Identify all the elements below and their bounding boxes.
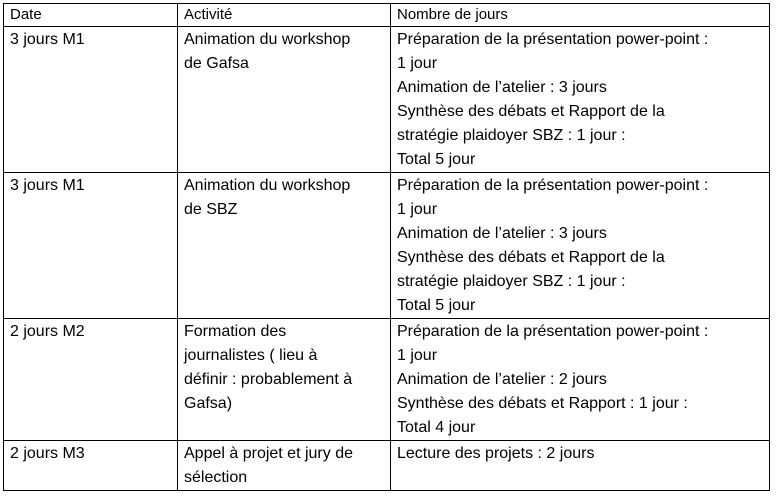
jours-line: Synthèse des débats et Rapport de la [397,103,665,120]
activite-line: définir : probablement à [184,371,353,388]
jours-line: stratégie plaidoyer SBZ : 1 jour : [397,273,626,290]
jours-line: 1 jour [397,55,438,72]
jours-cell [391,173,770,319]
jours-line: Animation de l’atelier : 3 jours [397,79,607,96]
jours-line: Préparation de la présentation power-point : [397,177,709,194]
activite-line: de SBZ [184,201,238,218]
activite-cell [178,441,391,491]
jours-line: Animation de l’atelier : 2 jours [397,371,607,388]
table-header-row [4,4,770,27]
header-activite: Activité [178,4,391,27]
date-cell: 3 jours M1 [4,27,178,173]
table-row [4,173,770,319]
activite-line: Animation du workshop [184,177,351,194]
jours-line: Synthèse des débats et Rapport : 1 jour : [397,395,688,412]
jours-line: Animation de l’atelier : 3 jours [397,225,607,242]
table-row [4,27,770,173]
jours-line: stratégie plaidoyer SBZ : 1 jour : [397,127,626,144]
jours-line: Préparation de la présentation power-point : [397,323,709,340]
activite-line: Appel à projet et jury de [184,445,353,462]
jours-cell [391,27,770,173]
activite-line: de Gafsa [184,55,249,72]
activite-line: Gafsa) [184,395,233,412]
jours-line: Total 5 jour [397,297,476,314]
table-row [4,441,770,491]
activite-line: journalistes ( lieu à [184,347,318,364]
jours-cell [391,319,770,441]
header-nombre-de-jours: Nombre de jours [391,4,770,27]
table-row [4,319,770,441]
date-cell: 2 jours M2 [4,319,178,441]
jours-line: Total 5 jour [397,151,476,168]
activite-cell [178,27,391,173]
activite-line: sélection [184,469,248,486]
date-cell: 2 jours M3 [4,441,178,491]
jours-line: Synthèse des débats et Rapport de la [397,249,665,266]
activity-table [3,3,770,491]
activite-cell [178,319,391,441]
jours-line: Lecture des projets : 2 jours [397,445,595,462]
jours-cell [391,441,770,491]
activite-cell [178,173,391,319]
activite-line: Animation du workshop [184,31,351,48]
header-date: Date [4,4,178,27]
date-cell: 3 jours M1 [4,173,178,319]
jours-line: 1 jour [397,347,438,364]
activite-line: Formation des [184,323,287,340]
jours-line: Préparation de la présentation power-point : [397,31,709,48]
jours-line: Total 4 jour [397,419,476,436]
jours-line: 1 jour [397,201,438,218]
